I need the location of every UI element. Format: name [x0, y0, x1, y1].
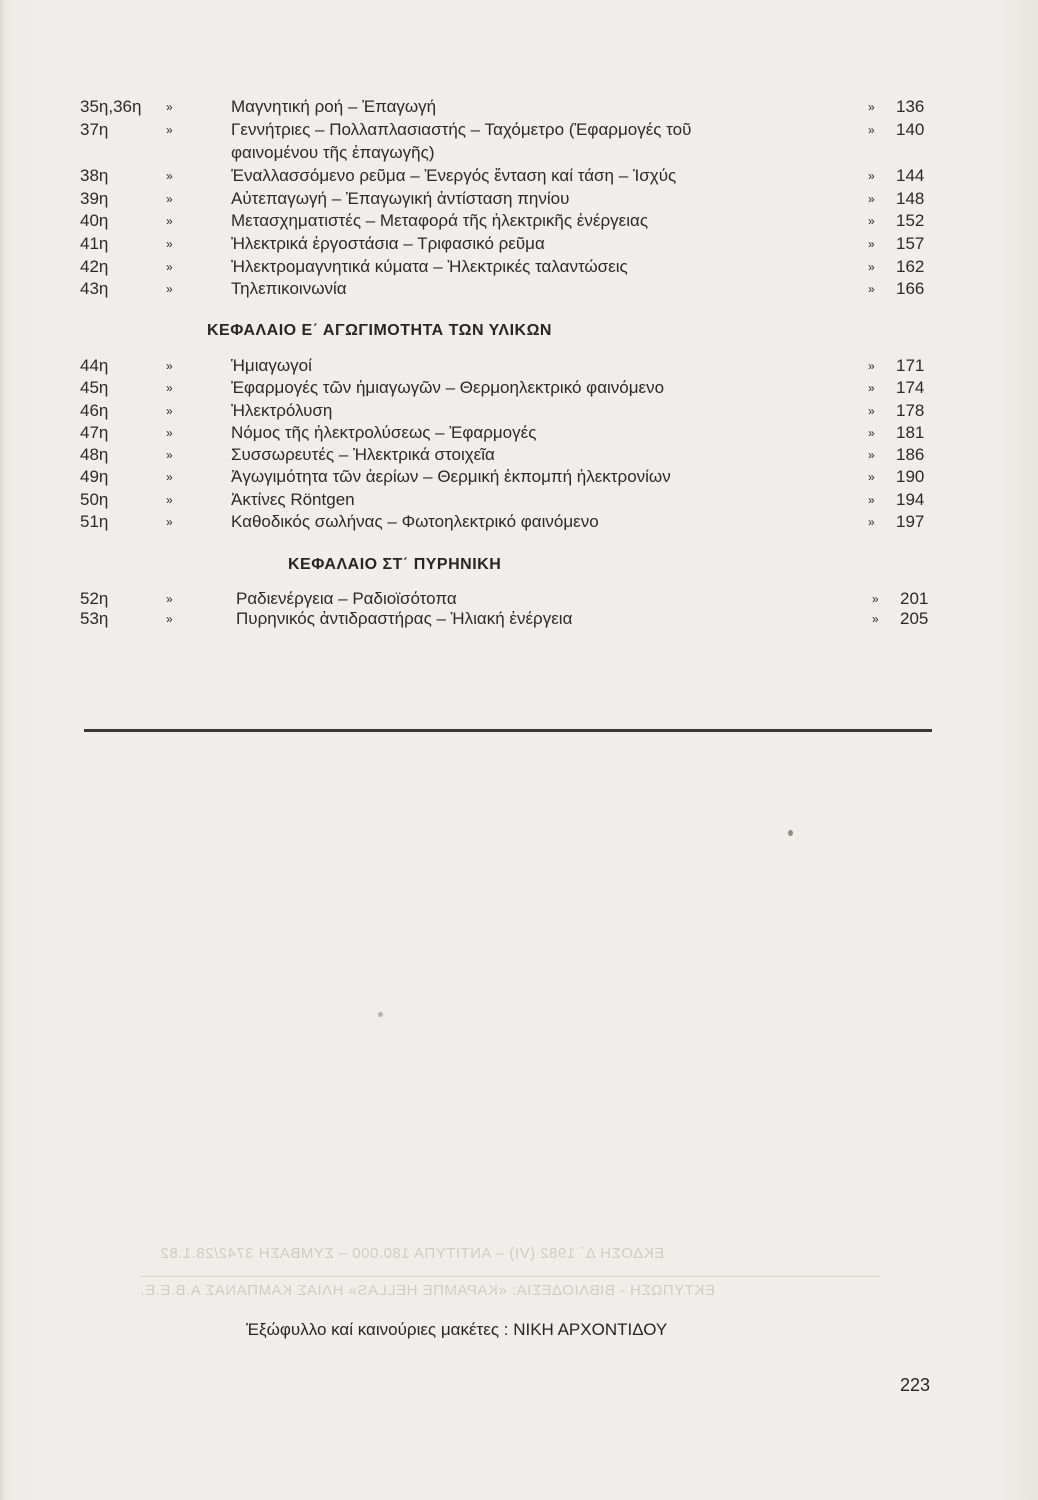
- show-through-text: ΕΚΔΟΣΗ Δ΄ 1982 (VI) – ΑΝΤΙΤΥΠΑ 180.000 – ΣΥΜΒΑΣΗ 3742/28.1.82: [160, 1245, 665, 1262]
- page-reference: 152: [896, 211, 925, 230]
- lesson-title: Ἠλεκτρομαγνητικά κύματα – Ἠλεκτρικές ταλαντώσεις: [231, 257, 628, 276]
- lesson-number: 49η: [80, 467, 109, 486]
- ditto-mark: »: [166, 123, 173, 137]
- lesson-title: Μαγνητική ροή – Ἐπαγωγή: [231, 97, 437, 116]
- ditto-mark: »: [166, 359, 173, 373]
- toc-row: [0, 400, 1038, 422]
- page-ditto-mark: »: [872, 592, 879, 606]
- ditto-mark: »: [166, 282, 173, 296]
- page-reference: 205: [900, 609, 929, 628]
- page-ditto-mark: »: [868, 192, 875, 206]
- lesson-number: 35η,36η: [80, 97, 142, 116]
- page-ditto-mark: »: [872, 612, 879, 626]
- lesson-title: Νόμος τῆς ἠλεκτρολύσεως – Ἐφαρμογές: [231, 423, 537, 442]
- ditto-mark: »: [166, 404, 173, 418]
- page-reference: 144: [896, 166, 925, 185]
- toc-row: [0, 466, 1038, 488]
- page-ditto-mark: »: [868, 404, 875, 418]
- toc-row: [0, 256, 1038, 278]
- toc-row: [0, 165, 1038, 187]
- lesson-title: Ἠλεκτρόλυση: [231, 401, 333, 420]
- toc-row: [0, 233, 1038, 255]
- page-ditto-mark: »: [868, 470, 875, 484]
- lesson-title: Ἐναλλασσόμενο ρεῦμα – Ἐνεργός ἔνταση καί τάση – Ἰσχύς: [231, 166, 677, 185]
- page-reference: 136: [896, 97, 925, 116]
- lesson-number: 52η: [80, 589, 109, 608]
- ditto-mark: »: [166, 237, 173, 251]
- toc-row: [0, 119, 1038, 141]
- ditto-mark: »: [166, 169, 173, 183]
- page-ditto-mark: »: [868, 515, 875, 529]
- lesson-number: 38η: [80, 166, 109, 185]
- lesson-title: φαινομένου τῆς ἐπαγωγῆς): [231, 143, 435, 162]
- ditto-mark: »: [166, 214, 173, 228]
- ditto-mark: »: [166, 515, 173, 529]
- lesson-title: Ἠλεκτρικά ἐργοστάσια – Τριφασικό ρεῦμα: [231, 234, 545, 253]
- lesson-number: 37η: [80, 120, 109, 139]
- page-ditto-mark: »: [868, 123, 875, 137]
- page-reference: 166: [896, 279, 925, 298]
- toc-row: [0, 355, 1038, 377]
- ditto-mark: »: [166, 470, 173, 484]
- lesson-number: 40η: [80, 211, 109, 230]
- toc-row: [0, 511, 1038, 533]
- lesson-title: Πυρηνικός ἀντιδραστήρας – Ἡλιακή ἐνέργεια: [236, 609, 573, 628]
- ditto-mark: »: [166, 448, 173, 462]
- lesson-title: Ἀκτίνες Röntgen: [231, 490, 355, 509]
- page-reference: 171: [896, 356, 925, 375]
- toc-row: [0, 278, 1038, 300]
- page-number: 223: [900, 1375, 931, 1395]
- lesson-title: Τηλεπικοινωνία: [231, 279, 347, 298]
- lesson-number: 44η: [80, 356, 109, 375]
- page-reference: 148: [896, 189, 925, 208]
- lesson-number: 51η: [80, 512, 109, 531]
- ditto-mark: »: [166, 612, 173, 626]
- lesson-title: Ἐφαρμογές τῶν ἡμιαγωγῶν – Θερμοηλεκτρικό φαινόμενο: [231, 378, 665, 397]
- page-ditto-mark: »: [868, 282, 875, 296]
- ditto-mark: »: [166, 493, 173, 507]
- show-through-rule: [140, 1276, 880, 1277]
- lesson-number: 48η: [80, 445, 109, 464]
- lesson-title: Συσσωρευτές – Ἠλεκτρικά στοιχεῖα: [231, 445, 495, 464]
- ditto-mark: »: [166, 192, 173, 206]
- page-reference: 174: [896, 378, 925, 397]
- lesson-title: Ἡμιαγωγοί: [231, 356, 312, 375]
- print-speck: [788, 830, 793, 836]
- toc-row: [0, 377, 1038, 399]
- cover-credit: Ἐξώφυλλο καί καινούριες μακέτες : ΝΙΚΗ ΑΡΧΟΝΤΙΔΟΥ: [246, 1320, 668, 1339]
- page-ditto-mark: »: [868, 169, 875, 183]
- lesson-title: Ἀγωγιμότητα τῶν ἀερίων – Θερμική ἐκπομπή ἠλεκτρονίων: [231, 467, 671, 486]
- lesson-number: 47η: [80, 423, 109, 442]
- lesson-number: 53η: [80, 609, 109, 628]
- page-reference: 186: [896, 445, 925, 464]
- page-reference: 197: [896, 512, 925, 531]
- toc-row: [0, 608, 1038, 630]
- lesson-number: 43η: [80, 279, 109, 298]
- horizontal-rule: [84, 729, 932, 732]
- page-reference: 157: [896, 234, 925, 253]
- show-through-text: ΕΚΤΥΠΩΣΗ - ΒΙΒΛΙΟΔΕΣΙΑ: «ΚΑΡΑΜΠΕ HELLAS» ΗΛΙΑΣ ΚΑΜΠΑΝΑΣ Α.Β.Ε.Ε.: [140, 1282, 715, 1299]
- page-ditto-mark: »: [868, 260, 875, 274]
- lesson-title: Αὐτεπαγωγή – Ἐπαγωγική ἀντίσταση πηνίου: [231, 189, 570, 208]
- ditto-mark: »: [166, 381, 173, 395]
- page-reference: 190: [896, 467, 925, 486]
- page-ditto-mark: »: [868, 100, 875, 114]
- toc-row: [0, 588, 1038, 610]
- page-reference: 178: [896, 401, 925, 420]
- lesson-number: 46η: [80, 401, 109, 420]
- toc-row: [0, 188, 1038, 210]
- lesson-number: 50η: [80, 490, 109, 509]
- toc-row: [0, 210, 1038, 232]
- lesson-number: 41η: [80, 234, 109, 253]
- lesson-number: 45η: [80, 378, 109, 397]
- page-ditto-mark: »: [868, 493, 875, 507]
- toc-row-continuation: [0, 142, 1038, 164]
- lesson-number: 39η: [80, 189, 109, 208]
- page-reference: 181: [896, 423, 925, 442]
- toc-row: [0, 444, 1038, 466]
- page-ditto-mark: »: [868, 381, 875, 395]
- toc-row: [0, 96, 1038, 118]
- lesson-number: 42η: [80, 257, 109, 276]
- page-reference: 201: [900, 589, 929, 608]
- page-ditto-mark: »: [868, 426, 875, 440]
- page-ditto-mark: »: [868, 237, 875, 251]
- ditto-mark: »: [166, 426, 173, 440]
- lesson-title: Καθοδικός σωλήνας – Φωτοηλεκτρικό φαινόμενο: [231, 512, 599, 531]
- lesson-title: Μετασχηματιστές – Μεταφορά τῆς ἠλεκτρικῆς ἐνέργειας: [231, 211, 649, 230]
- page-ditto-mark: »: [868, 448, 875, 462]
- page-reference: 140: [896, 120, 925, 139]
- ditto-mark: »: [166, 592, 173, 606]
- page-reference: 162: [896, 257, 925, 276]
- print-speck: [378, 1012, 383, 1017]
- toc-row: [0, 422, 1038, 444]
- page-ditto-mark: »: [868, 214, 875, 228]
- chapter-heading: ΚΕΦΑΛΑΙΟ ΣΤ΄ ΠΥΡΗΝΙΚΗ: [288, 556, 502, 573]
- chapter-heading: ΚΕΦΑΛΑΙΟ Ε΄ ΑΓΩΓΙΜΟΤΗΤΑ ΤΩΝ ΥΛΙΚΩΝ: [207, 322, 552, 339]
- page-reference: 194: [896, 490, 925, 509]
- ditto-mark: »: [166, 260, 173, 274]
- page-ditto-mark: »: [868, 359, 875, 373]
- lesson-title: Ραδιενέργεια – Ραδιοϊσότοπα: [236, 589, 457, 608]
- toc-row: [0, 489, 1038, 511]
- lesson-title: Γεννήτριες – Πολλαπλασιαστής – Ταχόμετρο (Ἐφαρμογές τοῦ: [231, 120, 692, 139]
- ditto-mark: »: [166, 100, 173, 114]
